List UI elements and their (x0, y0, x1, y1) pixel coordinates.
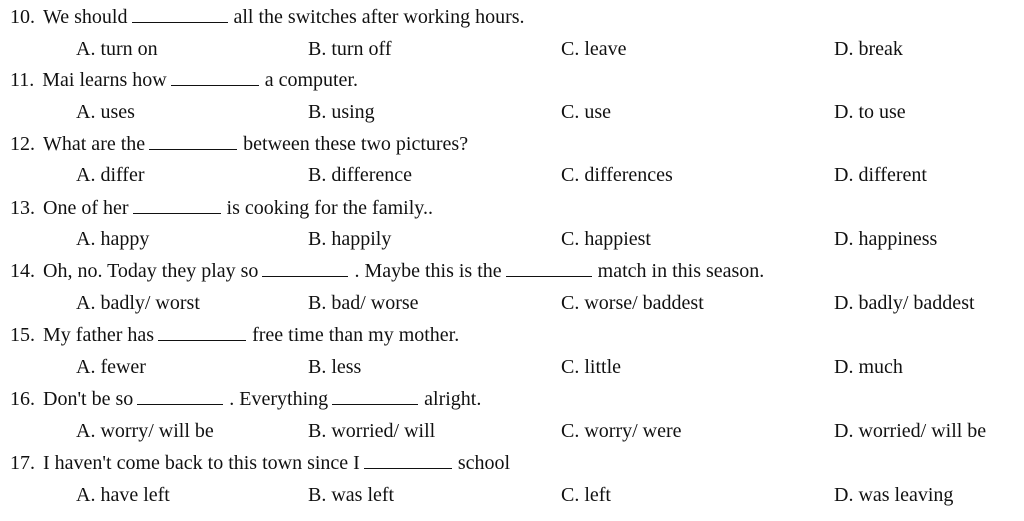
question-text: My father has (43, 324, 155, 346)
question-15 (10, 321, 459, 349)
question-16 (10, 385, 481, 413)
option-a: A. badly/ worst (76, 292, 200, 314)
option-a: A. differ (76, 164, 145, 186)
answer-blank (171, 67, 259, 86)
option-a: A. uses (76, 101, 135, 123)
options-16 (0, 417, 1024, 445)
answer-blank (262, 258, 348, 277)
question-number: 14. (10, 260, 35, 282)
question-number: 15. (10, 324, 35, 346)
option-b: B. worried/ will (308, 420, 436, 442)
question-number: 13. (10, 197, 35, 219)
answer-blank (133, 195, 221, 214)
question-12 (10, 130, 468, 158)
option-b: B. bad/ worse (308, 292, 419, 314)
options-14 (0, 289, 1024, 317)
question-14 (10, 257, 764, 285)
option-d: D. much (834, 356, 903, 378)
option-c: C. differences (561, 164, 673, 186)
question-13 (10, 194, 433, 222)
options-10 (0, 35, 1024, 63)
question-text: Mai learns how (42, 69, 167, 91)
question-number: 16. (10, 388, 35, 410)
option-b: B. difference (308, 164, 413, 186)
question-text: is cooking for the family.. (226, 197, 433, 219)
question-text: We should (43, 6, 128, 28)
question-17 (10, 449, 510, 477)
answer-blank (506, 258, 592, 277)
question-text: . Everything (229, 388, 329, 410)
question-text: alright. (424, 388, 482, 410)
question-number: 11. (10, 69, 35, 91)
option-a: A. turn on (76, 38, 158, 60)
option-c: C. use (561, 101, 611, 123)
option-a: A. happy (76, 228, 150, 250)
answer-blank (149, 131, 237, 150)
question-number: 10. (10, 6, 35, 28)
option-d: D. break (834, 38, 903, 60)
question-text: match in this season. (597, 260, 765, 282)
option-d: D. happiness (834, 228, 938, 250)
question-10 (10, 3, 525, 31)
answer-blank (364, 450, 452, 469)
option-c: C. happiest (561, 228, 651, 250)
options-12 (0, 161, 1024, 189)
answer-blank (158, 322, 246, 341)
question-text: Don't be so (43, 388, 134, 410)
option-c: C. leave (561, 38, 627, 60)
option-d: D. worried/ will be (834, 420, 987, 442)
option-d: D. was leaving (834, 484, 954, 506)
option-c: C. worse/ baddest (561, 292, 704, 314)
question-11 (10, 66, 358, 94)
option-a: A. have left (76, 484, 170, 506)
option-c: C. left (561, 484, 611, 506)
option-a: A. fewer (76, 356, 146, 378)
question-text: school (457, 452, 511, 474)
question-text: I haven't come back to this town since I (43, 452, 360, 474)
options-13 (0, 225, 1024, 253)
options-17 (0, 481, 1024, 509)
option-d: D. badly/ baddest (834, 292, 975, 314)
option-b: B. turn off (308, 38, 392, 60)
question-text: One of her (43, 197, 129, 219)
option-d: D. to use (834, 101, 906, 123)
question-text: all the switches after working hours. (233, 6, 525, 28)
answer-blank (137, 386, 223, 405)
option-d: D. different (834, 164, 927, 186)
options-11 (0, 98, 1024, 126)
option-b: B. was left (308, 484, 395, 506)
question-text: . Maybe this is the (354, 260, 502, 282)
question-text: What are the (43, 133, 146, 155)
option-a: A. worry/ will be (76, 420, 214, 442)
question-text: between these two pictures? (243, 133, 469, 155)
option-b: B. less (308, 356, 362, 378)
question-text: a computer. (264, 69, 358, 91)
answer-blank (132, 4, 228, 23)
option-c: C. worry/ were (561, 420, 682, 442)
options-15 (0, 353, 1024, 381)
question-text: Oh, no. Today they play so (43, 260, 259, 282)
answer-blank (332, 386, 418, 405)
question-number: 17. (10, 452, 35, 474)
option-c: C. little (561, 356, 621, 378)
question-text: free time than my mother. (252, 324, 460, 346)
option-b: B. happily (308, 228, 392, 250)
option-b: B. using (308, 101, 375, 123)
question-number: 12. (10, 133, 35, 155)
